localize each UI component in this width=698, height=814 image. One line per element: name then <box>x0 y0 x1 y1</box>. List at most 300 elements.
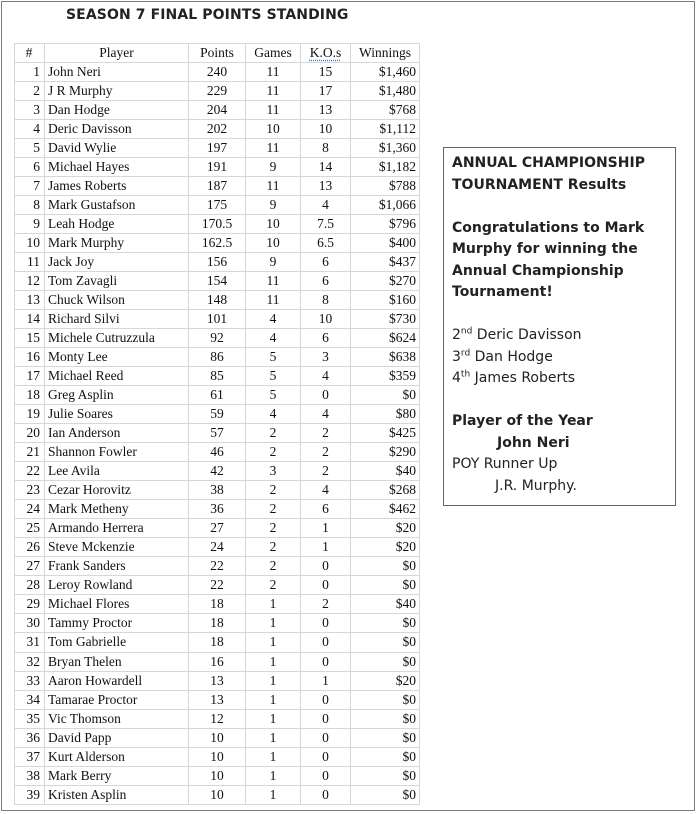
row-player: Cezar Horovitz <box>45 481 189 500</box>
row-rank: 31 <box>15 633 45 652</box>
row-points: 187 <box>189 177 246 196</box>
row-winnings: $80 <box>351 405 420 424</box>
table-row <box>15 272 420 291</box>
row-kos: 3 <box>301 348 351 367</box>
placing-3rd-name: Dan Hodge <box>474 348 553 365</box>
header-player: Player <box>45 44 189 63</box>
row-kos: 8 <box>301 291 351 310</box>
row-player: Lee Avila <box>45 462 189 481</box>
table-row <box>15 386 420 405</box>
row-winnings: $462 <box>351 500 420 519</box>
header-rank: # <box>15 44 45 63</box>
table-row <box>15 785 420 804</box>
row-points: 229 <box>189 82 246 101</box>
row-points: 170.5 <box>189 215 246 234</box>
row-kos: 0 <box>301 557 351 576</box>
row-winnings: $20 <box>351 538 420 557</box>
row-points: 61 <box>189 386 246 405</box>
row-rank: 3 <box>15 101 45 120</box>
row-games: 10 <box>246 215 301 234</box>
row-games: 5 <box>246 348 301 367</box>
row-games: 1 <box>246 709 301 728</box>
row-rank: 38 <box>15 766 45 785</box>
table-row <box>15 690 420 709</box>
row-games: 2 <box>246 443 301 462</box>
row-rank: 22 <box>15 462 45 481</box>
row-points: 191 <box>189 158 246 177</box>
table-row <box>15 481 420 500</box>
row-games: 2 <box>246 557 301 576</box>
row-player: Mark Berry <box>45 766 189 785</box>
table-row <box>15 405 420 424</box>
row-kos: 8 <box>301 139 351 158</box>
row-winnings: $0 <box>351 633 420 652</box>
placing-2nd-num: 2 <box>452 327 461 343</box>
row-rank: 25 <box>15 519 45 538</box>
table-row <box>15 766 420 785</box>
table-row <box>15 234 420 253</box>
row-player: James Roberts <box>45 177 189 196</box>
row-player: Julie Soares <box>45 405 189 424</box>
row-points: 162.5 <box>189 234 246 253</box>
row-points: 101 <box>189 310 246 329</box>
row-kos: 4 <box>301 405 351 424</box>
table-row <box>15 500 420 519</box>
row-winnings: $359 <box>351 367 420 386</box>
row-player: J R Murphy <box>45 82 189 101</box>
row-games: 1 <box>246 766 301 785</box>
row-games: 11 <box>246 177 301 196</box>
row-rank: 32 <box>15 652 45 671</box>
row-player: Richard Silvi <box>45 310 189 329</box>
row-player: Frank Sanders <box>45 557 189 576</box>
row-player: Michele Cutruzzula <box>45 329 189 348</box>
row-games: 11 <box>246 82 301 101</box>
table-row <box>15 747 420 766</box>
row-points: 46 <box>189 443 246 462</box>
row-player: David Papp <box>45 728 189 747</box>
row-player: Jack Joy <box>45 253 189 272</box>
row-player: Deric Davisson <box>45 120 189 139</box>
row-rank: 39 <box>15 785 45 804</box>
row-points: 24 <box>189 538 246 557</box>
row-points: 85 <box>189 367 246 386</box>
congrats-line-2: Murphy for winning the <box>452 241 638 257</box>
row-games: 11 <box>246 63 301 82</box>
table-row <box>15 443 420 462</box>
row-rank: 8 <box>15 196 45 215</box>
table-row <box>15 462 420 481</box>
results-heading-line1: ANNUAL CHAMPIONSHIP <box>452 155 645 171</box>
row-games: 2 <box>246 424 301 443</box>
row-player: Leah Hodge <box>45 215 189 234</box>
row-points: 10 <box>189 766 246 785</box>
row-rank: 1 <box>15 63 45 82</box>
row-winnings: $0 <box>351 652 420 671</box>
row-rank: 6 <box>15 158 45 177</box>
row-player: John Neri <box>45 63 189 82</box>
row-points: 154 <box>189 272 246 291</box>
row-games: 11 <box>246 291 301 310</box>
row-winnings: $40 <box>351 462 420 481</box>
row-games: 1 <box>246 671 301 690</box>
row-games: 4 <box>246 329 301 348</box>
row-kos: 2 <box>301 443 351 462</box>
row-kos: 6 <box>301 272 351 291</box>
row-points: 86 <box>189 348 246 367</box>
row-kos: 15 <box>301 63 351 82</box>
header-games: Games <box>246 44 301 63</box>
row-games: 2 <box>246 576 301 595</box>
row-winnings: $400 <box>351 234 420 253</box>
row-points: 92 <box>189 329 246 348</box>
row-points: 10 <box>189 728 246 747</box>
congrats-line-4: Tournament! <box>452 284 553 300</box>
row-games: 2 <box>246 519 301 538</box>
row-rank: 19 <box>15 405 45 424</box>
row-rank: 10 <box>15 234 45 253</box>
row-winnings: $0 <box>351 709 420 728</box>
table-row <box>15 538 420 557</box>
row-games: 11 <box>246 139 301 158</box>
results-heading-line2: TOURNAMENT Results <box>452 176 627 193</box>
row-points: 156 <box>189 253 246 272</box>
row-points: 240 <box>189 63 246 82</box>
table-row <box>15 652 420 671</box>
row-games: 9 <box>246 196 301 215</box>
row-winnings: $0 <box>351 386 420 405</box>
row-winnings: $768 <box>351 101 420 120</box>
row-rank: 29 <box>15 595 45 614</box>
row-winnings: $0 <box>351 690 420 709</box>
row-player: Michael Flores <box>45 595 189 614</box>
row-rank: 28 <box>15 576 45 595</box>
table-row <box>15 424 420 443</box>
runner-up-name: J.R. Murphy. <box>495 477 577 494</box>
congrats-line-3: Annual Championship <box>452 262 624 279</box>
poy-name: John Neri <box>497 434 570 451</box>
row-kos: 6.5 <box>301 234 351 253</box>
row-kos: 1 <box>301 538 351 557</box>
row-kos: 0 <box>301 785 351 804</box>
row-winnings: $796 <box>351 215 420 234</box>
row-rank: 9 <box>15 215 45 234</box>
row-games: 9 <box>246 253 301 272</box>
table-row <box>15 139 420 158</box>
row-games: 2 <box>246 481 301 500</box>
row-player: Mark Metheny <box>45 500 189 519</box>
row-kos: 0 <box>301 576 351 595</box>
header-points: Points <box>189 44 246 63</box>
table-row <box>15 196 420 215</box>
placing-2nd-suffix: nd <box>460 326 473 337</box>
row-player: Chuck Wilson <box>45 291 189 310</box>
row-points: 12 <box>189 709 246 728</box>
placing-2nd <box>452 325 667 347</box>
header-kos <box>301 44 351 63</box>
row-kos: 6 <box>301 500 351 519</box>
row-points: 57 <box>189 424 246 443</box>
table-row <box>15 158 420 177</box>
row-winnings: $0 <box>351 728 420 747</box>
row-kos: 2 <box>301 595 351 614</box>
row-rank: 24 <box>15 500 45 519</box>
row-winnings: $0 <box>351 766 420 785</box>
row-games: 1 <box>246 633 301 652</box>
row-points: 10 <box>189 785 246 804</box>
table-row <box>15 671 420 690</box>
placing-2nd-name: Deric Davisson <box>476 327 582 343</box>
row-winnings: $0 <box>351 785 420 804</box>
row-player: Ian Anderson <box>45 424 189 443</box>
row-kos: 4 <box>301 196 351 215</box>
row-rank: 27 <box>15 557 45 576</box>
row-rank: 15 <box>15 329 45 348</box>
row-kos: 0 <box>301 709 351 728</box>
row-player: Greg Asplin <box>45 386 189 405</box>
table-row <box>15 633 420 652</box>
row-rank: 11 <box>15 253 45 272</box>
row-kos: 13 <box>301 101 351 120</box>
table-row <box>15 595 420 614</box>
row-player: Tom Gabrielle <box>45 633 189 652</box>
row-games: 2 <box>246 500 301 519</box>
row-player: Steve Mckenzie <box>45 538 189 557</box>
row-points: 18 <box>189 595 246 614</box>
table-row <box>15 367 420 386</box>
row-kos: 10 <box>301 310 351 329</box>
table-row <box>15 82 420 101</box>
row-kos: 7.5 <box>301 215 351 234</box>
table-row <box>15 101 420 120</box>
row-kos: 0 <box>301 386 351 405</box>
row-points: 27 <box>189 519 246 538</box>
row-winnings: $160 <box>351 291 420 310</box>
table-row <box>15 557 420 576</box>
row-rank: 35 <box>15 709 45 728</box>
row-games: 1 <box>246 652 301 671</box>
row-points: 175 <box>189 196 246 215</box>
row-points: 18 <box>189 633 246 652</box>
table-row <box>15 614 420 633</box>
row-rank: 26 <box>15 538 45 557</box>
row-points: 10 <box>189 747 246 766</box>
row-winnings: $290 <box>351 443 420 462</box>
row-games: 4 <box>246 310 301 329</box>
row-winnings: $624 <box>351 329 420 348</box>
row-winnings: $268 <box>351 481 420 500</box>
header-kos-label: K.O.s <box>309 45 342 60</box>
row-kos: 0 <box>301 690 351 709</box>
placing-3rd-num: 3 <box>452 348 461 365</box>
row-rank: 33 <box>15 671 45 690</box>
row-rank: 7 <box>15 177 45 196</box>
row-points: 13 <box>189 690 246 709</box>
row-player: Mark Murphy <box>45 234 189 253</box>
row-kos: 14 <box>301 158 351 177</box>
row-kos: 4 <box>301 481 351 500</box>
row-player: Shannon Fowler <box>45 443 189 462</box>
row-player: Armando Herrera <box>45 519 189 538</box>
row-games: 1 <box>246 614 301 633</box>
row-winnings: $20 <box>351 671 420 690</box>
table-row <box>15 348 420 367</box>
row-points: 22 <box>189 557 246 576</box>
row-kos: 0 <box>301 614 351 633</box>
row-player: Dan Hodge <box>45 101 189 120</box>
row-winnings: $1,182 <box>351 158 420 177</box>
row-rank: 30 <box>15 614 45 633</box>
row-points: 202 <box>189 120 246 139</box>
row-points: 148 <box>189 291 246 310</box>
row-winnings: $1,112 <box>351 120 420 139</box>
table-row <box>15 728 420 747</box>
row-winnings: $20 <box>351 519 420 538</box>
row-rank: 14 <box>15 310 45 329</box>
row-kos: 13 <box>301 177 351 196</box>
row-kos: 1 <box>301 671 351 690</box>
row-games: 1 <box>246 690 301 709</box>
row-rank: 18 <box>15 386 45 405</box>
row-player: Kurt Alderson <box>45 747 189 766</box>
row-kos: 6 <box>301 253 351 272</box>
table-row <box>15 519 420 538</box>
row-kos: 6 <box>301 329 351 348</box>
row-winnings: $1,460 <box>351 63 420 82</box>
row-winnings: $730 <box>351 310 420 329</box>
placing-4th-suffix: th <box>460 369 471 380</box>
row-rank: 12 <box>15 272 45 291</box>
placing-4th-num: 4 <box>452 370 461 386</box>
row-player: Leroy Rowland <box>45 576 189 595</box>
row-rank: 20 <box>15 424 45 443</box>
placing-4th-name: James Roberts <box>474 370 576 386</box>
row-kos: 0 <box>301 633 351 652</box>
row-winnings: $437 <box>351 253 420 272</box>
table-row <box>15 576 420 595</box>
row-points: 16 <box>189 652 246 671</box>
row-games: 5 <box>246 367 301 386</box>
row-rank: 37 <box>15 747 45 766</box>
table-row <box>15 215 420 234</box>
row-player: Tamarae Proctor <box>45 690 189 709</box>
table-row <box>15 63 420 82</box>
row-points: 18 <box>189 614 246 633</box>
placing-3rd-suffix: rd <box>460 347 471 358</box>
row-winnings: $0 <box>351 614 420 633</box>
table-row <box>15 177 420 196</box>
table-header-row <box>15 44 420 63</box>
table-row <box>15 291 420 310</box>
table-row <box>15 120 420 139</box>
row-rank: 4 <box>15 120 45 139</box>
row-rank: 23 <box>15 481 45 500</box>
row-winnings: $40 <box>351 595 420 614</box>
row-winnings: $1,360 <box>351 139 420 158</box>
row-rank: 34 <box>15 690 45 709</box>
row-games: 3 <box>246 462 301 481</box>
placing-4th <box>452 368 667 390</box>
row-kos: 10 <box>301 120 351 139</box>
page-title: SEASON 7 FINAL POINTS STANDING <box>66 7 349 23</box>
row-rank: 36 <box>15 728 45 747</box>
row-kos: 17 <box>301 82 351 101</box>
row-rank: 13 <box>15 291 45 310</box>
congrats-line-1: Congratulations to Mark <box>452 219 645 236</box>
placing-3rd <box>452 347 667 369</box>
row-games: 9 <box>246 158 301 177</box>
row-player: Vic Thomson <box>45 709 189 728</box>
row-games: 1 <box>246 595 301 614</box>
row-winnings: $270 <box>351 272 420 291</box>
row-winnings: $425 <box>351 424 420 443</box>
row-winnings: $0 <box>351 747 420 766</box>
row-points: 22 <box>189 576 246 595</box>
row-player: Kristen Asplin <box>45 785 189 804</box>
row-player: Tom Zavagli <box>45 272 189 291</box>
row-points: 13 <box>189 671 246 690</box>
row-kos: 2 <box>301 424 351 443</box>
row-kos: 0 <box>301 766 351 785</box>
row-player: Aaron Howardell <box>45 671 189 690</box>
row-player: David Wylie <box>45 139 189 158</box>
row-games: 1 <box>246 747 301 766</box>
row-kos: 4 <box>301 367 351 386</box>
row-player: Michael Reed <box>45 367 189 386</box>
table-row <box>15 310 420 329</box>
row-kos: 0 <box>301 728 351 747</box>
row-kos: 0 <box>301 652 351 671</box>
row-points: 36 <box>189 500 246 519</box>
table-row <box>15 253 420 272</box>
row-games: 11 <box>246 101 301 120</box>
row-games: 10 <box>246 120 301 139</box>
row-games: 1 <box>246 785 301 804</box>
row-player: Tammy Proctor <box>45 614 189 633</box>
row-rank: 21 <box>15 443 45 462</box>
row-winnings: $1,480 <box>351 82 420 101</box>
row-player: Michael Hayes <box>45 158 189 177</box>
championship-results-box <box>443 147 676 506</box>
row-rank: 5 <box>15 139 45 158</box>
row-games: 11 <box>246 272 301 291</box>
row-kos: 0 <box>301 747 351 766</box>
runner-up-label: POY Runner Up <box>452 456 558 472</box>
poy-label: Player of the Year <box>452 413 593 429</box>
row-winnings: $638 <box>351 348 420 367</box>
row-rank: 2 <box>15 82 45 101</box>
row-kos: 1 <box>301 519 351 538</box>
row-points: 59 <box>189 405 246 424</box>
row-player: Bryan Thelen <box>45 652 189 671</box>
standings-table <box>14 43 420 805</box>
row-games: 10 <box>246 234 301 253</box>
row-winnings: $788 <box>351 177 420 196</box>
header-winnings: Winnings <box>351 44 420 63</box>
row-games: 5 <box>246 386 301 405</box>
row-games: 1 <box>246 728 301 747</box>
row-player: Monty Lee <box>45 348 189 367</box>
row-points: 204 <box>189 101 246 120</box>
row-player: Mark Gustafson <box>45 196 189 215</box>
row-rank: 16 <box>15 348 45 367</box>
row-winnings: $1,066 <box>351 196 420 215</box>
row-winnings: $0 <box>351 576 420 595</box>
row-games: 4 <box>246 405 301 424</box>
row-points: 38 <box>189 481 246 500</box>
row-winnings: $0 <box>351 557 420 576</box>
row-points: 197 <box>189 139 246 158</box>
